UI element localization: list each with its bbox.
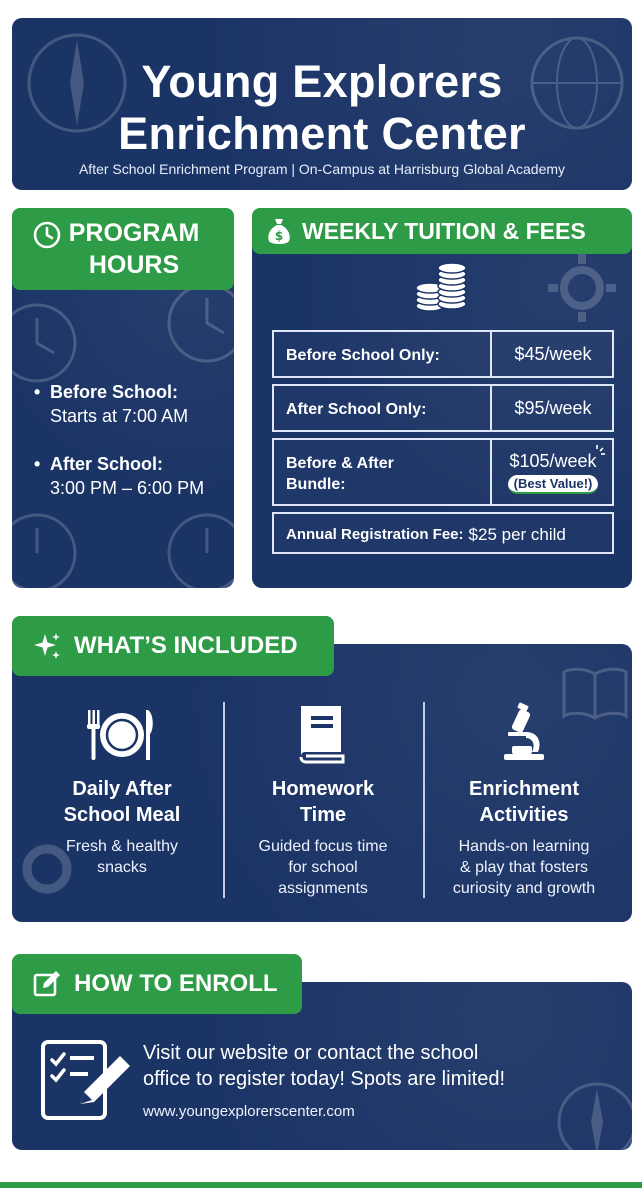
included-title: Activities [479,804,569,826]
included-item-homework [223,700,423,899]
included-heading [12,616,334,676]
enroll-instructions [143,1040,603,1092]
fee-label: Before School Only: [286,347,440,364]
included-desc: Fresh & healthy [65,838,179,855]
included-desc: & play that fosters [459,859,589,876]
fee-divider [490,386,492,430]
fee-divider [490,440,492,504]
hours-label: Before School: [50,382,179,402]
fee-row [272,330,614,378]
included-title: Enrichment [468,778,580,800]
fee-label-line: Before & After [286,455,394,472]
title-line-2: Enrichment Center [118,108,526,159]
included-title: School Meal [63,804,181,826]
clock-decor-icon [162,508,234,588]
included-title: Time [299,804,347,826]
website-link[interactable]: www.youngexplorerscenter.com [143,1103,355,1120]
enroll-heading-text: HOW TO ENROLL [74,970,278,997]
included-desc: Hands-on learning [458,838,590,855]
fee-row [272,384,614,432]
included-desc: for school [288,859,358,876]
program-hours-heading [12,208,234,290]
best-value-badge: (Best Value!) [508,475,599,494]
checklist-pen-icon [40,1038,132,1122]
fee-label-line: Bundle: [286,476,346,493]
clock-decor-icon [12,298,82,388]
hours-value: Starts at 7:00 AM [50,406,189,426]
sparkle-icon [32,631,62,661]
svg-text:$: $ [274,229,284,243]
annual-fee [286,524,566,545]
included-item-activities [424,700,624,899]
hours-item-after: • After School: 3:00 PM – 6:00 PM [34,454,205,498]
coin-stack-icon [414,262,470,314]
sparkle-burst-icon [588,444,606,462]
included-heading-text: WHAT’S INCLUDED [74,632,298,659]
included-desc: Guided focus time [258,838,388,855]
heading-line: PROGRAM [68,219,200,247]
tuition-heading [252,208,632,254]
fee-price-value: $105/week [509,450,597,471]
annual-fee-label: Annual Registration Fee: [286,526,464,543]
annual-fee-value: $25 per child [468,525,566,544]
enroll-line: Visit our website or contact the school [143,1042,479,1064]
bottom-accent-bar [0,1182,642,1188]
hours-item-before: • Before School: Starts at 7:00 AM [34,382,189,426]
title-line-1: Young Explorers [141,56,503,107]
gear-icon [542,248,622,328]
fee-label: After School Only: [286,401,427,418]
hours-label: After School: [50,454,164,474]
clock-decor-icon [162,278,234,368]
included-title: Homework [271,778,375,800]
included-desc: curiosity and growth [452,880,596,897]
included-item-meal [22,700,222,878]
fee-divider [490,332,492,376]
enroll-line: office to register today! Spots are limited! [143,1068,506,1090]
header-banner [12,18,632,190]
hours-value: 3:00 PM – 6:00 PM [50,478,205,498]
included-title: Daily After [72,778,172,800]
page-title [12,56,632,160]
included-desc: assignments [278,880,368,897]
tuition-heading-text: WEEKLY TUITION & FEES [302,217,586,244]
money-bag-icon [266,216,292,246]
fee-label [286,453,394,495]
fee-price: $45/week [514,343,592,364]
plate-utensils-icon [82,704,162,764]
heading-line: HOURS [88,251,180,279]
clock-icon [32,220,62,250]
included-desc: snacks [97,859,147,876]
tuition-panel [252,208,632,588]
edit-icon [32,969,62,999]
enroll-heading [12,954,302,1014]
annual-fee-row [272,512,614,554]
book-icon [295,702,351,766]
clock-decor-icon [12,508,82,588]
microscope-icon [498,702,550,766]
fee-row-bundle [272,438,614,506]
page-subtitle: After School Enrichment Program | On-Campus at Harrisburg Global Academy [78,161,566,177]
fee-price: $95/week [514,397,592,418]
